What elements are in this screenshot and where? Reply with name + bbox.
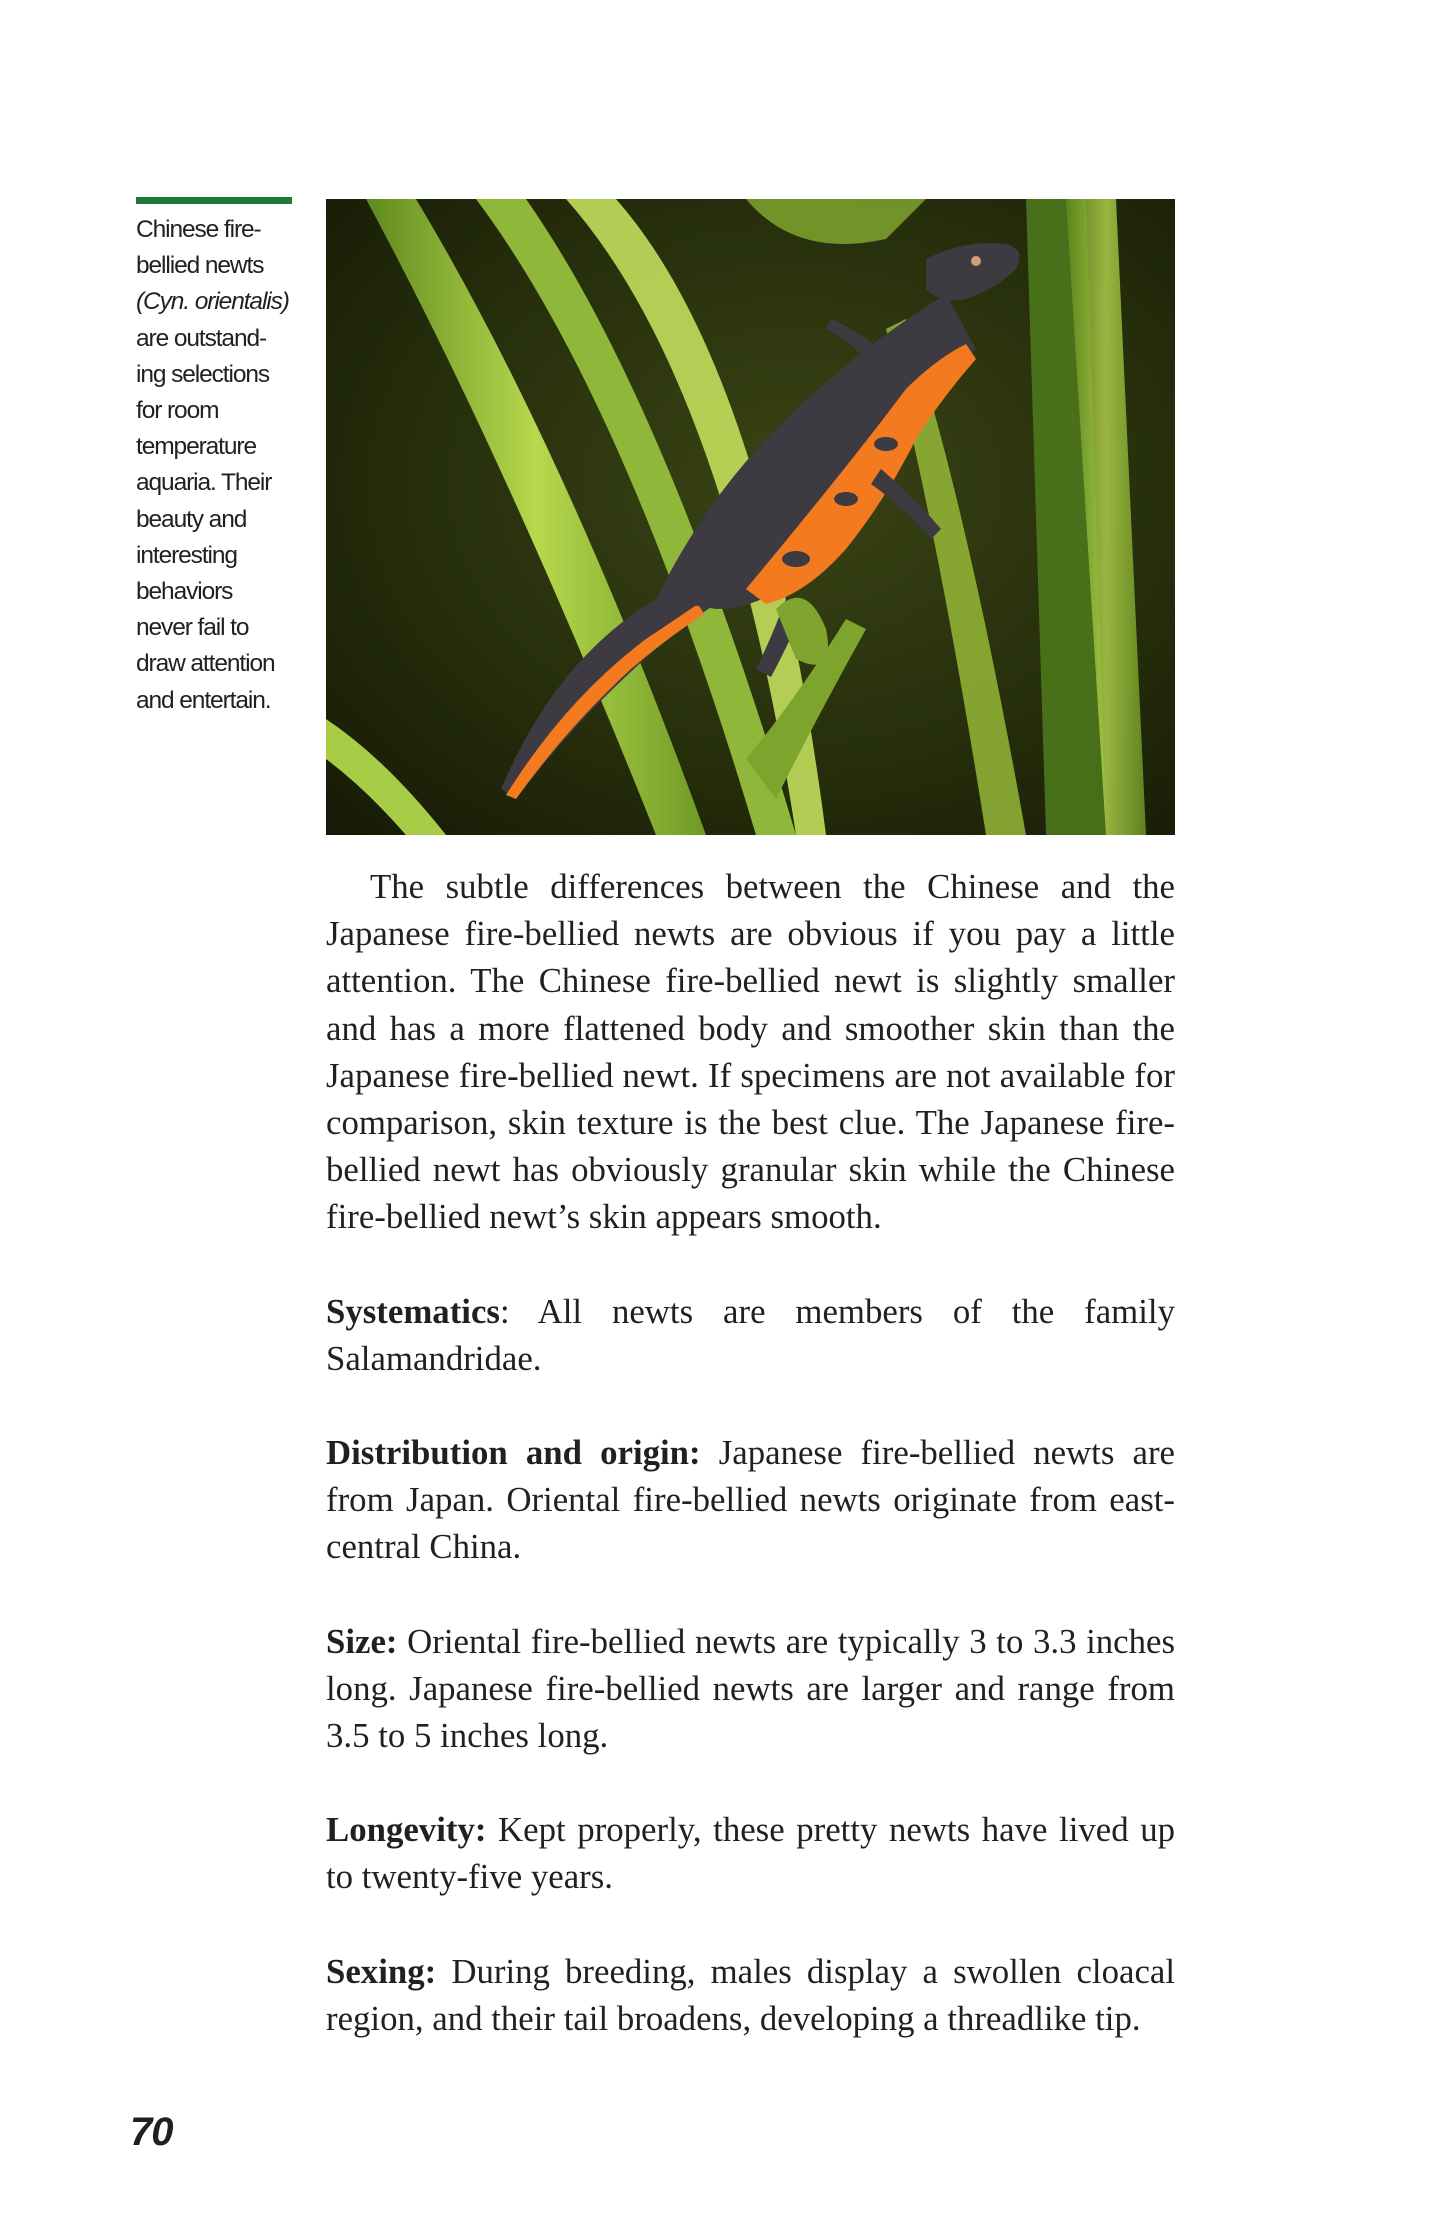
distribution-paragraph <box>326 1429 1175 1571</box>
caption-line: ing selections <box>136 360 270 388</box>
caption-line: draw attention <box>136 650 275 678</box>
distribution-text: Japanese fire-bellied newts are from Japan. Oriental fire-bellied newts originate from east-central China. <box>326 1433 1175 1567</box>
intro-paragraph: The subtle differences between the Chinese and the Japanese fire-bellied newts are obvious if you pay a little attention. The Chinese fire-bellied newt is slightly smaller and has a more flattened body and smoother skin than the Japanese fire-bellied newt. If specimens are not available for comparison, skin texture is the best clue. The Japanese fire-bellied newt has obviously granular skin while the Chinese fire-bellied newt’s skin appears smooth. <box>326 867 1175 1237</box>
sexing-paragraph <box>326 1948 1175 2042</box>
page-number: 70 <box>130 2110 173 2154</box>
article-body <box>326 863 1175 2042</box>
caption-line: aquaria. Their <box>136 469 272 497</box>
distribution-label: Distribution and origin: <box>326 1433 701 1473</box>
photo-caption <box>136 212 296 719</box>
caption-line: are outstand- <box>136 324 267 352</box>
size-text: Oriental fire-bellied newts are typically 3 to 3.3 inches long. Japanese fire-bellied newts are larger and range from 3.5 to 5 inches long. <box>326 1621 1175 1756</box>
systematics-label: Systematics <box>326 1291 500 1331</box>
longevity-paragraph <box>326 1806 1175 1900</box>
caption-line: for room <box>136 397 219 425</box>
caption-rule <box>136 197 292 204</box>
newt-spot <box>834 492 858 506</box>
newt-eye <box>971 256 981 266</box>
systematics-text: : All newts are members of the family Salamandridae. <box>326 1291 1175 1378</box>
caption-line: bellied newts <box>136 252 264 280</box>
newt-photo <box>326 199 1175 835</box>
caption-line: and entertain. <box>136 686 271 714</box>
newt-spot <box>874 437 898 451</box>
size-label: Size: <box>326 1621 398 1661</box>
longevity-label: Longevity: <box>326 1810 487 1850</box>
newt-illustration <box>326 199 1175 835</box>
size-paragraph <box>326 1618 1175 1760</box>
newt-spot <box>782 551 810 567</box>
sexing-text: During breeding, males display a swollen cloacal region, and their tail broadens, developing a threadlike tip. <box>326 1951 1175 2038</box>
caption-line: (Cyn. orientalis) <box>136 288 289 316</box>
systematics-paragraph <box>326 1288 1175 1382</box>
caption-line: temperature <box>136 433 256 461</box>
sexing-label: Sexing: <box>326 1951 437 1991</box>
caption-line: Chinese fire- <box>136 216 261 243</box>
caption-line: behaviors <box>136 578 233 606</box>
caption-line: interesting <box>136 541 237 569</box>
caption-line: beauty and <box>136 505 247 533</box>
longevity-text: Kept properly, these pretty newts have lived up to twenty-five years. <box>326 1810 1175 1897</box>
caption-line: never fail to <box>136 614 249 642</box>
